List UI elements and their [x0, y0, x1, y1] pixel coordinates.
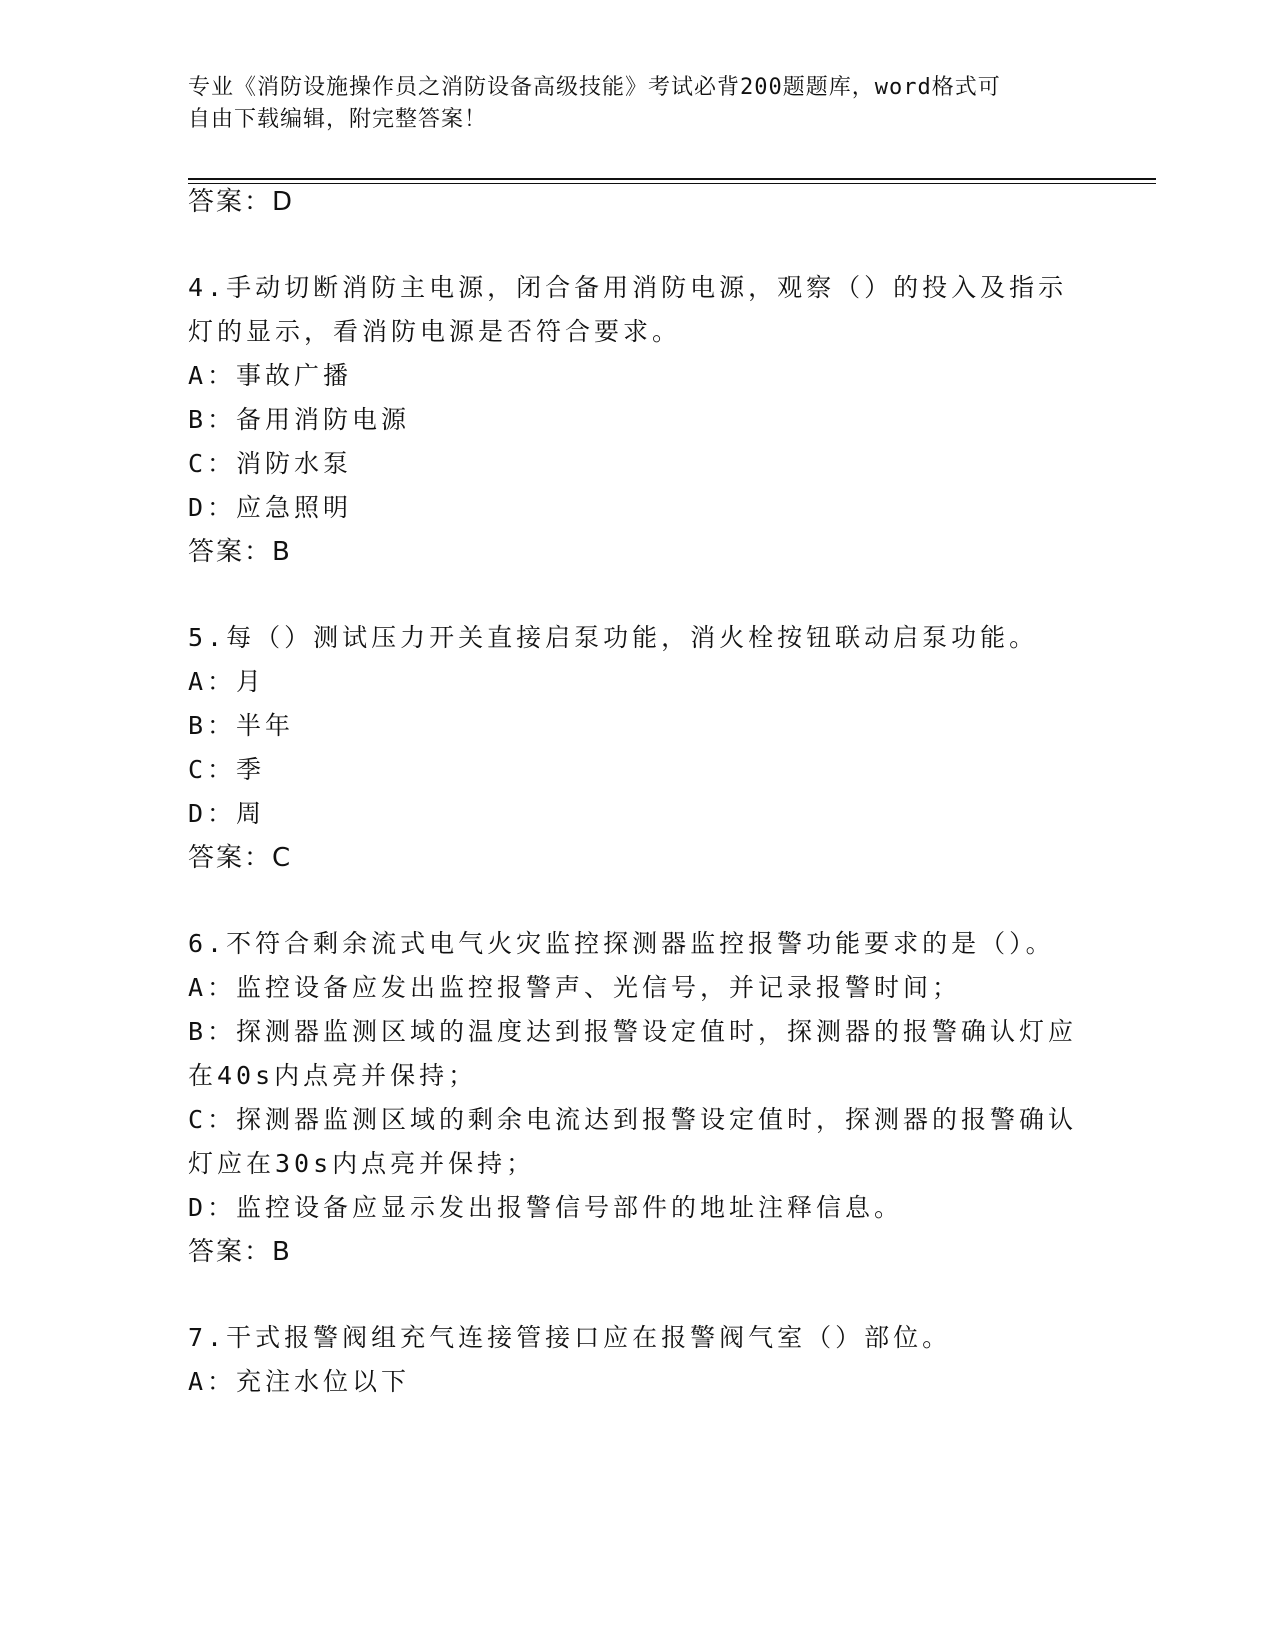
q6-option-c-line-1: C：探测器监测区域的剩余电流达到报警设定值时，探测器的报警确认 [188, 1105, 1078, 1134]
q6-option-b-line-1: B：探测器监测区域的温度达到报警设定值时，探测器的报警确认灯应 [188, 1017, 1078, 1046]
q5-option-a: A：月 [188, 667, 266, 696]
q5-option-c: C：季 [188, 755, 266, 784]
previous-answer: 答案：D [188, 187, 295, 217]
q6-option-d: D：监控设备应显示发出报警信号部件的地址注释信息。 [188, 1193, 904, 1222]
q6-option-c-line-2: 灯应在30s内点亮并保持； [188, 1149, 536, 1178]
q6-option-b-line-2: 在40s内点亮并保持； [188, 1061, 478, 1090]
q5-option-d: D：周 [188, 799, 266, 828]
document-header [188, 72, 1088, 136]
q4-option-c: C：消防水泵 [188, 449, 353, 478]
q4-option-b: B：备用消防电源 [188, 405, 411, 434]
q4-option-d: D：应急照明 [188, 493, 353, 522]
q5-option-b: B：半年 [188, 711, 295, 740]
q5-answer: 答案：C [188, 843, 293, 873]
q6-option-a: A：监控设备应发出监控报警声、光信号，并记录报警时间； [188, 973, 962, 1002]
q4-stem-line-1: 4.手动切断消防主电源，闭合备用消防电源，观察（）的投入及指示 [188, 273, 1068, 302]
q7-option-a: A：充注水位以下 [188, 1367, 411, 1396]
header-divider-thin [188, 183, 1156, 184]
q5-stem-line-1: 5.每（）测试压力开关直接启泵功能，消火栓按钮联动启泵功能。 [188, 623, 1039, 652]
q6-stem-line-1: 6.不符合剩余流式电气火灾监控探测器监控报警功能要求的是（）。 [188, 929, 1055, 958]
q6-answer: 答案：B [188, 1237, 292, 1267]
q4-option-a: A：事故广播 [188, 361, 353, 390]
header-line-2: 自由下载编辑，附完整答案！ [188, 107, 488, 132]
header-line-1: 专业《消防设施操作员之消防设备高级技能》考试必背200题题库，word格式可 [188, 75, 1001, 100]
q4-stem-line-2: 灯的显示，看消防电源是否符合要求。 [188, 317, 682, 346]
q4-answer: 答案：B [188, 537, 292, 567]
q7-stem-line-1: 7.干式报警阀组充气连接管接口应在报警阀气室（）部位。 [188, 1323, 952, 1352]
header-divider-thick [188, 178, 1156, 180]
